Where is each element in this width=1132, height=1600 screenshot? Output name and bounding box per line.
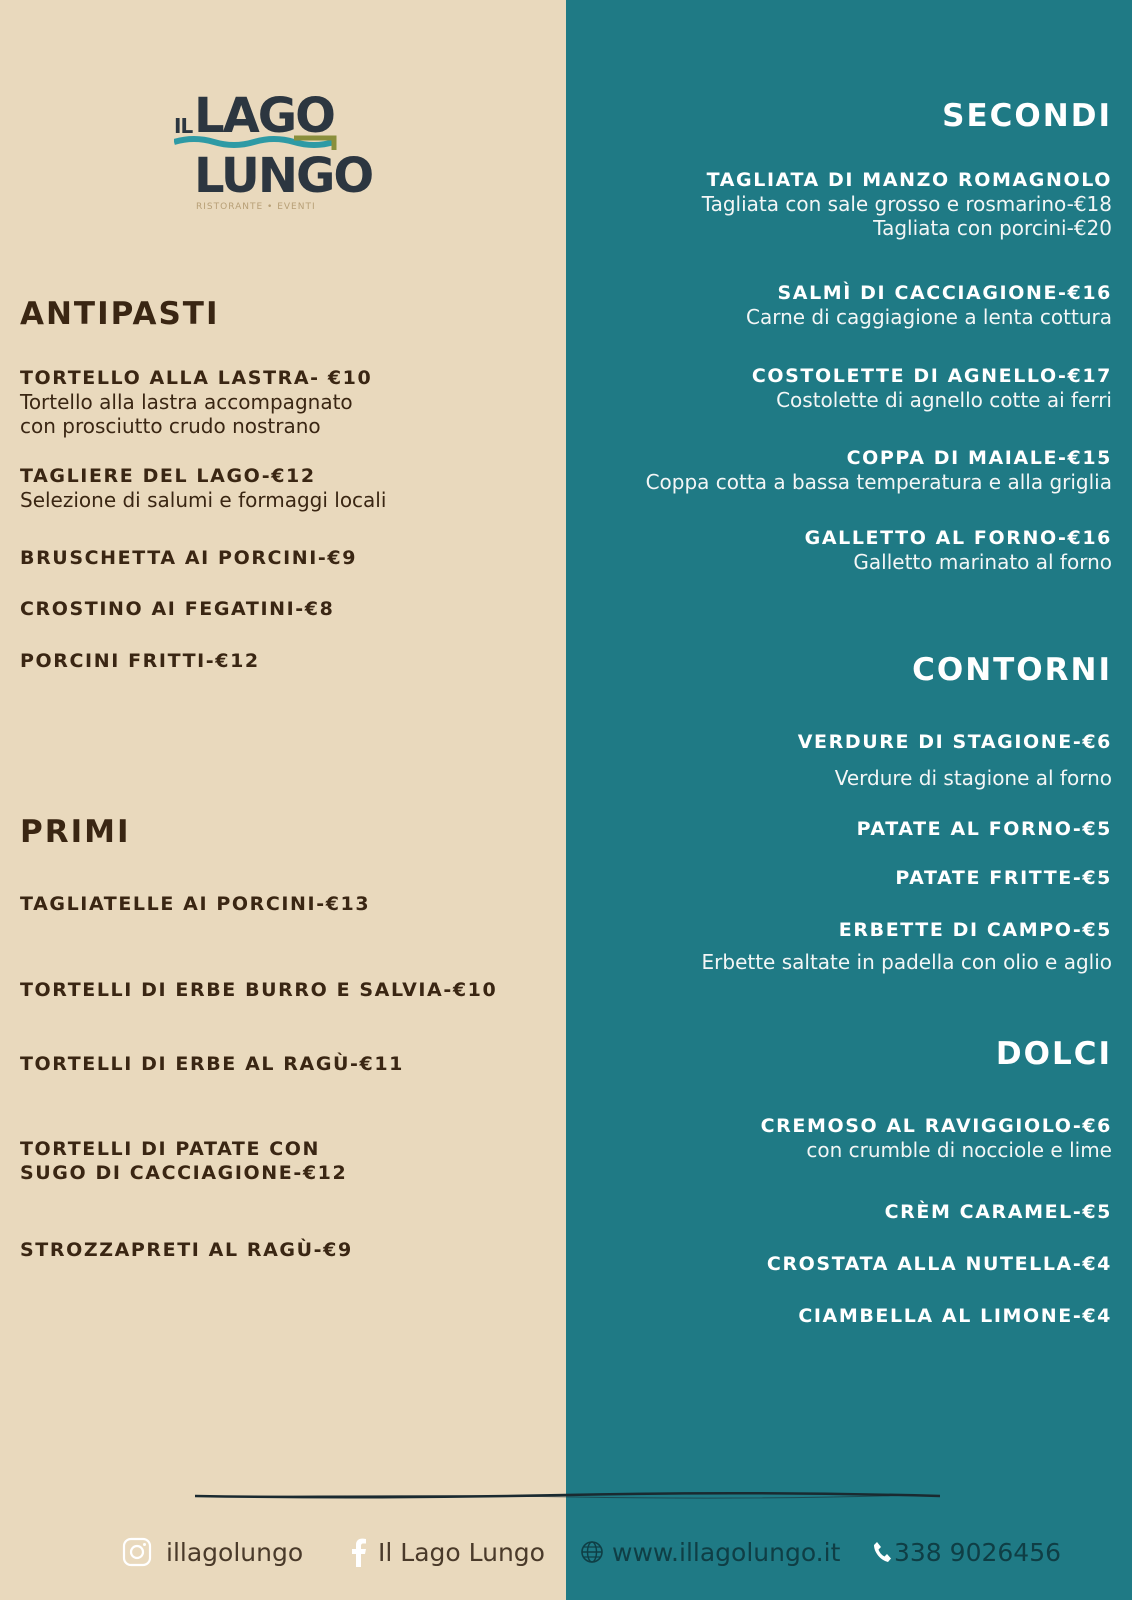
menu-item xyxy=(798,1304,1112,1328)
item-name: ERBETTE DI CAMPO-€5 xyxy=(838,919,1112,941)
section-title-primi: PRIMI xyxy=(20,814,131,850)
item-name: TAGLIERE DEL LAGO-€12 xyxy=(20,465,316,487)
menu-item xyxy=(895,866,1112,890)
item-name: STROZZAPRETI AL RAGÙ-€9 xyxy=(20,1239,353,1261)
menu-item xyxy=(20,1137,347,1185)
item-name: TAGLIATELLE AI PORCINI-€13 xyxy=(20,893,371,915)
item-name: CROSTINO AI FEGATINI-€8 xyxy=(20,598,335,620)
menu-item xyxy=(857,817,1112,841)
menu-item xyxy=(20,597,334,621)
menu-item xyxy=(702,168,1112,240)
item-name: CRÈM CARAMEL-€5 xyxy=(884,1201,1112,1223)
right-panel xyxy=(566,0,1132,1600)
item-name: CREMOSO AL RAVIGGIOLO-€6 xyxy=(760,1115,1112,1137)
logo-lungo: LUNGO xyxy=(194,148,373,204)
menu-item xyxy=(20,366,372,438)
item-name: CIAMBELLA AL LIMONE-€4 xyxy=(798,1305,1112,1327)
item-desc: Erbette saltate in padella con olio e aglio xyxy=(701,950,1112,974)
item-name: TORTELLI DI PATATE CON xyxy=(20,1138,321,1160)
item-name: PATATE AL FORNO-€5 xyxy=(856,818,1112,840)
item-desc: Tagliata con porcini-€20 xyxy=(873,216,1112,240)
menu-item xyxy=(20,546,357,570)
menu-item xyxy=(646,446,1112,494)
facebook-name: Il Lago Lungo xyxy=(378,1537,545,1567)
item-name: GALLETTO AL FORNO-€16 xyxy=(804,527,1112,549)
footer-phone[interactable] xyxy=(872,1532,1061,1572)
item-desc: Tortello alla lastra accompagnato xyxy=(20,390,353,414)
facebook-icon xyxy=(350,1537,368,1567)
section-title-contorni: CONTORNI xyxy=(912,652,1112,688)
item-desc: Costolette di agnello cotte ai ferri xyxy=(776,388,1112,412)
section-title-antipasti: ANTIPASTI xyxy=(20,296,220,332)
menu-item xyxy=(20,892,370,916)
item-name: COPPA DI MAIALE-€15 xyxy=(846,447,1112,469)
item-name: PORCINI FRITTI-€12 xyxy=(20,650,260,672)
item-desc: Selezione di salumi e formaggi locali xyxy=(20,488,387,512)
item-name: PATATE FRITTE-€5 xyxy=(895,867,1112,889)
menu-item xyxy=(746,281,1112,329)
menu-item xyxy=(20,1052,404,1076)
item-desc: Verdure di stagione al forno xyxy=(834,766,1112,790)
section-title-secondi: SECONDI xyxy=(942,98,1112,134)
item-name: VERDURE DI STAGIONE-€6 xyxy=(797,731,1112,753)
brush-divider xyxy=(195,1491,940,1501)
menu-item xyxy=(20,464,386,512)
logo-tagline: RISTORANTE • EVENTI xyxy=(196,202,316,212)
item-name: TORTELLI DI ERBE BURRO E SALVIA-€10 xyxy=(20,979,498,1001)
item-name: SALMÌ DI CACCIAGIONE-€16 xyxy=(777,282,1112,304)
instagram-icon xyxy=(122,1537,152,1567)
menu-item xyxy=(798,730,1112,790)
logo-il: IL xyxy=(174,114,193,138)
section-title-dolci: DOLCI xyxy=(995,1036,1112,1072)
item-desc: Carne di caggiagione a lenta cottura xyxy=(746,305,1112,329)
footer-website[interactable] xyxy=(580,1532,840,1572)
phone-icon xyxy=(872,1540,892,1564)
menu-item xyxy=(20,978,497,1002)
menu-item xyxy=(752,364,1112,412)
menu-item xyxy=(805,526,1112,574)
item-desc: con prosciutto crudo nostrano xyxy=(20,414,321,438)
website-url: www.illagolungo.it xyxy=(612,1537,841,1567)
logo-lago: LAGO xyxy=(194,88,334,144)
item-name: TAGLIATA DI MANZO ROMAGNOLO xyxy=(706,169,1112,191)
item-name: TORTELLI DI ERBE AL RAGÙ-€11 xyxy=(20,1053,404,1075)
item-desc: Tagliata con sale grosso e rosmarino-€18 xyxy=(701,192,1112,216)
item-name: CROSTATA ALLA NUTELLA-€4 xyxy=(766,1253,1112,1275)
footer-facebook[interactable] xyxy=(350,1532,545,1572)
menu-item xyxy=(702,918,1112,974)
menu-item xyxy=(767,1252,1112,1276)
item-desc: Coppa cotta a bassa temperatura e alla griglia xyxy=(645,470,1112,494)
item-desc: con crumble di nocciole e lime xyxy=(806,1138,1112,1162)
footer-instagram[interactable] xyxy=(122,1532,303,1572)
phone-number: 338 9026456 xyxy=(894,1537,1062,1567)
restaurant-logo xyxy=(174,88,373,222)
item-name: COSTOLETTE DI AGNELLO-€17 xyxy=(751,365,1112,387)
menu-item xyxy=(20,649,260,673)
instagram-handle: illagolungo xyxy=(166,1537,304,1567)
item-desc: Galletto marinato al forno xyxy=(853,550,1112,574)
menu-item xyxy=(761,1114,1112,1162)
item-name: TORTELLO ALLA LASTRA- €10 xyxy=(20,367,373,389)
item-name: SUGO DI CACCIAGIONE-€12 xyxy=(20,1162,348,1184)
item-name: BRUSCHETTA AI PORCINI-€9 xyxy=(20,547,358,569)
menu-item xyxy=(885,1200,1112,1224)
globe-icon xyxy=(580,1540,604,1564)
menu-item xyxy=(20,1238,353,1262)
